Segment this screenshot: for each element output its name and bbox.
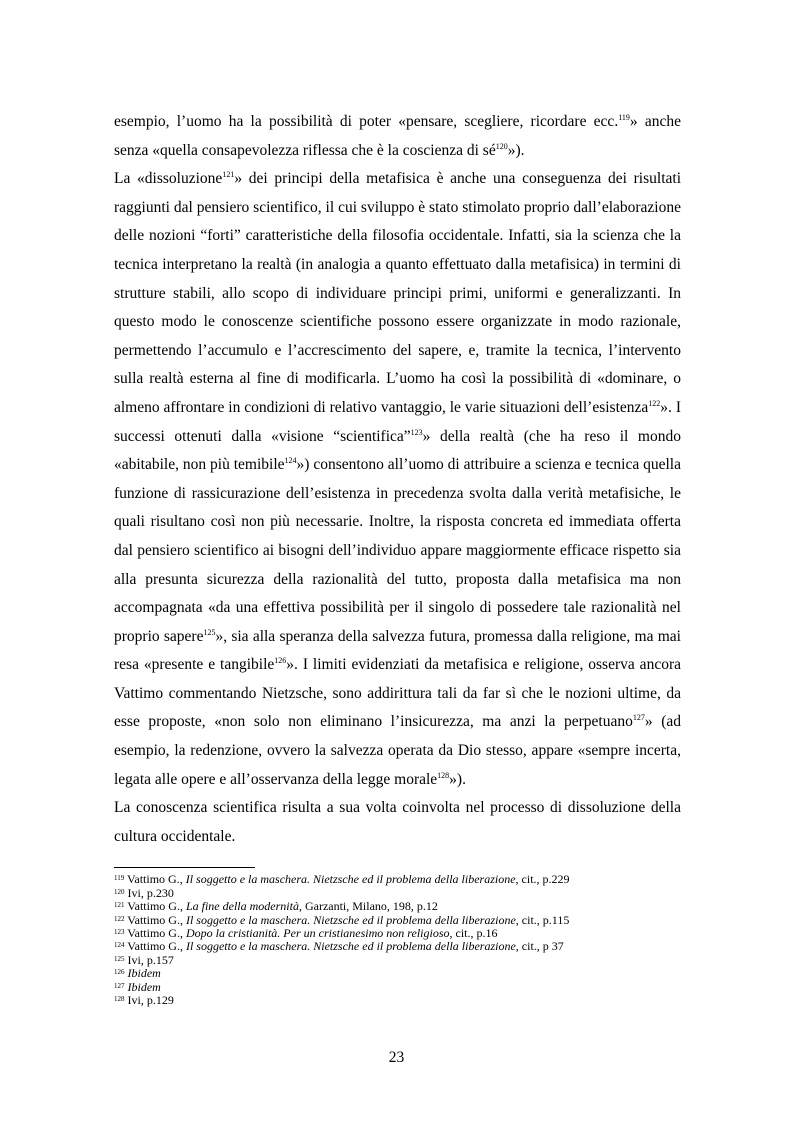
text-run: Vattimo G., xyxy=(124,939,186,954)
footnote xyxy=(114,981,681,994)
text-run: » dei principi della metafisica è anche una conseguenza dei risultati raggiunti dal pensiero scientifico, il cui sviluppo è stato stimolato proprio dall’elaborazione delle nozioni “forti” caratteristiche della filosofia occidentale. Infatti, sia la scienza che la tecnica interpretano la realtà (in analogia a quanto effettuato dalla metafisica) in termini di strutture stabili, allo scopo di individuare principi primi, uniformi e generalizzanti. In questo modo le conoscenze scientifiche possono essere organizzate in modo razionale, permettendo l’accumulo e l’accrescimento del sapere, e, tramite la tecnica, l’intervento sulla realtà esterna al fine di modificarla. L’uomo ha così la possibilità di «dominare, o almeno affrontare in condizioni di relativo vantaggio, le varie situazioni dell’esistenza xyxy=(114,170,682,416)
footnote xyxy=(114,940,681,953)
text-run: Ivi, p.230 xyxy=(124,885,174,900)
text-run: ». I successi ottenuti dalla «visione “scientifica” xyxy=(114,398,682,445)
paragraph xyxy=(114,794,681,851)
footnote-ref: 124 xyxy=(284,455,297,465)
footnote-ref: 119 xyxy=(618,112,630,122)
footnote xyxy=(114,914,681,927)
text-run: esempio, l’uomo ha la possibilità di poter «pensare, scegliere, ricordare ecc. xyxy=(114,113,619,130)
footnote-number: 125 xyxy=(114,954,125,963)
footnote xyxy=(114,900,681,913)
footnote-ref: 120 xyxy=(495,141,508,151)
text-run: »). xyxy=(449,770,466,788)
footnote-ref: 125 xyxy=(203,627,216,637)
footnote-number: 126 xyxy=(114,968,125,977)
footnote-number: 119 xyxy=(114,874,125,883)
text-run: »). xyxy=(507,141,525,159)
text-run: ») consentono all’uomo di attribuire a scienza e tecnica quella funzione di rassicurazione dell’esistenza in precedenza svolta dalla verità metafisiche, le quali risultano così non più necessarie. Inoltre, la risposta concreta ed immediata offerta dal pensiero scientifico ai bisogni dell’individuo appare maggiormente efficace rispetto sia alla presunta sicurezza della razionalità del tutto, proposta dalla metafisica ma non accompagnata «da una effettiva possibilità per il singolo di possedere tale razionalità nel proprio sapere xyxy=(114,456,681,645)
footnote xyxy=(114,873,681,886)
text-run: Vattimo G., xyxy=(124,926,186,941)
footnote-ref: 127 xyxy=(632,713,645,723)
footnote-ref: 126 xyxy=(274,656,287,666)
footnotes xyxy=(114,873,681,1007)
footnote-number: 124 xyxy=(114,941,125,950)
text-run: » della realtà (che ha reso il mondo «abitabile, non più temibile xyxy=(114,427,681,474)
footnote-number: 122 xyxy=(114,914,125,923)
work-title: Il soggetto e la maschera. Nietzsche ed il problema della liberazione xyxy=(185,939,516,954)
text-run: » anche senza «quella consapevolezza riflessa che è la coscienza di sé xyxy=(114,113,682,159)
text-run: , cit., p 37 xyxy=(515,939,564,954)
text-run: La «dissoluzione xyxy=(114,170,223,188)
footnote xyxy=(114,967,681,980)
footnote-number: 121 xyxy=(114,901,125,910)
text-run: , cit., p.229 xyxy=(515,872,570,887)
footnote-number: 128 xyxy=(114,995,125,1004)
text-run: Ivi, p.129 xyxy=(124,993,174,1008)
footnote-ref: 128 xyxy=(437,770,450,780)
footnote-ref: 121 xyxy=(222,170,235,180)
work-title: Dopo la cristianità. Per un cristianesimo non religioso xyxy=(185,926,450,941)
text-run: , cit., p.16 xyxy=(449,926,498,941)
footnote-separator xyxy=(114,867,255,868)
work-title: La fine della modernità xyxy=(185,899,299,914)
text-run: , cit., p.115 xyxy=(515,912,570,927)
footnote-ref: 123 xyxy=(410,427,423,437)
page-number: 23 xyxy=(388,1049,405,1066)
work-title: Il soggetto e la maschera. Nietzsche ed il problema della liberazione xyxy=(185,912,516,927)
footnote-number: 127 xyxy=(114,981,125,990)
paragraph xyxy=(114,165,681,794)
text-run: Vattimo G., xyxy=(124,899,186,914)
text-run: » (ad esempio, la redenzione, ovvero la salvezza operata da Dio stesso, appare «sempre incerta, legata alle opere e all’osservanza della legge morale xyxy=(114,713,682,788)
text-run: , Garzanti, Milano, 198, p.12 xyxy=(298,899,438,914)
footnote-number: 123 xyxy=(114,928,125,937)
body-text xyxy=(114,108,681,851)
text-run: Ivi, p.157 xyxy=(124,952,174,967)
footnote xyxy=(114,887,681,900)
text-run: La conoscenza scientifica risulta a sua volta coinvolta nel processo di dissoluzione della cultura occidentale. xyxy=(114,799,681,845)
work-title: Ibidem xyxy=(127,979,161,994)
work-title: Ibidem xyxy=(127,966,161,981)
footnote-ref: 122 xyxy=(648,398,661,408)
footnote xyxy=(114,927,681,940)
text-run: Vattimo G., xyxy=(124,872,186,887)
page-body xyxy=(114,108,681,1008)
text-run: », sia alla speranza della salvezza futura, promessa dalla religione, ma mai resa «presente e tangibile xyxy=(114,627,681,674)
text-run: Vattimo G., xyxy=(124,912,186,927)
work-title: Il soggetto e la maschera. Nietzsche ed il problema della liberazione xyxy=(185,872,516,887)
paragraph xyxy=(114,108,681,165)
text-run: ». I limiti evidenziati da metafisica e religione, osserva ancora Vattimo commentando Nietzsche, sono addirittura tali da far sì che le nozioni ultime, da esse proposte, «non solo non eliminano l’insicurezza, ma anzi la perpetuano xyxy=(114,656,681,731)
footnote xyxy=(114,994,681,1007)
footnote xyxy=(114,954,681,967)
footnote-number: 120 xyxy=(114,887,125,896)
